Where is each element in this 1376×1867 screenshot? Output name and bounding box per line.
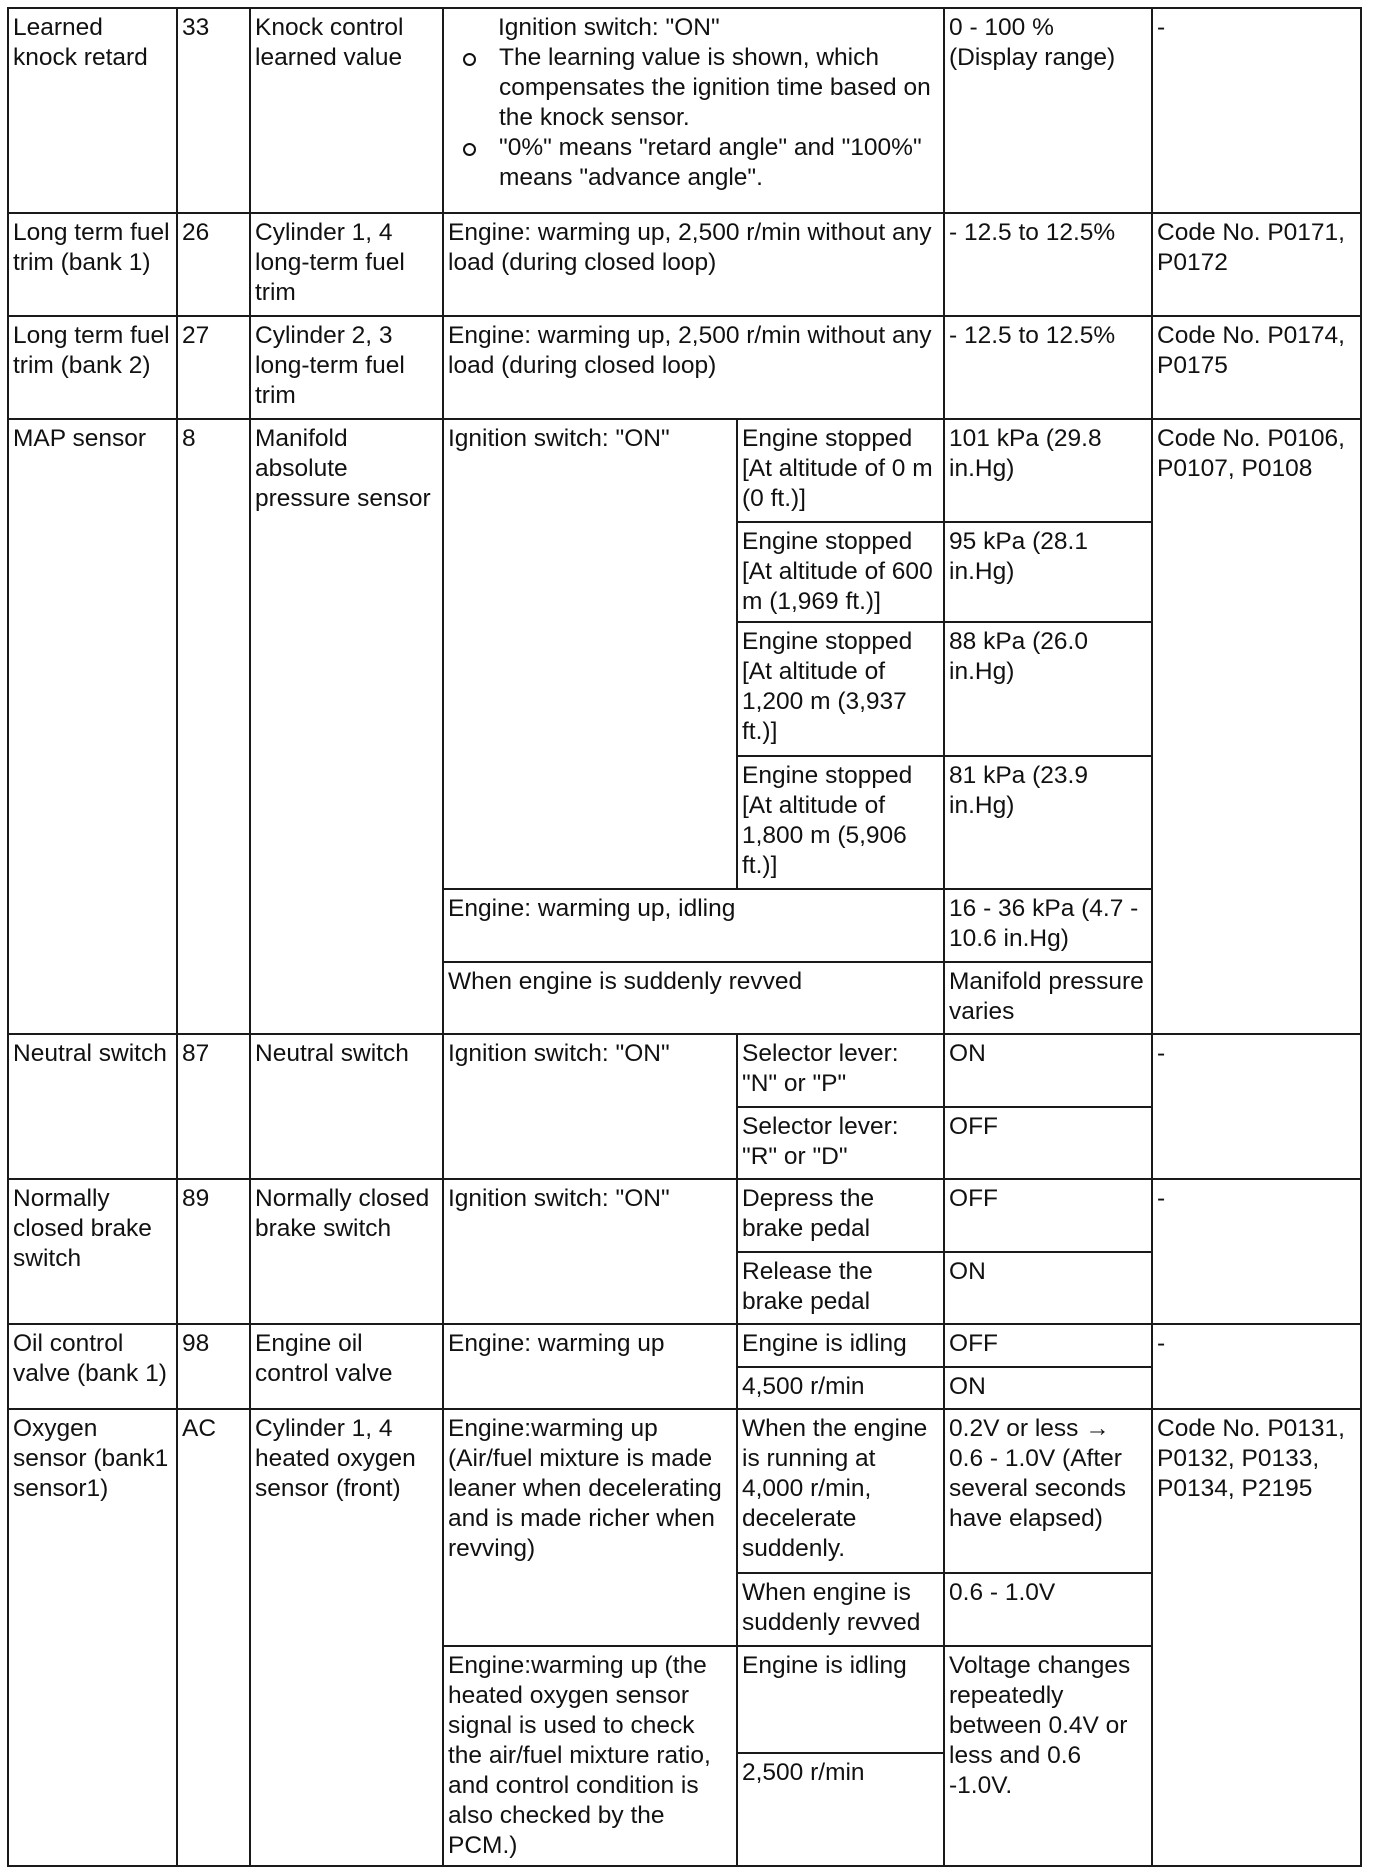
table-row-brake-switch [8,1179,1361,1252]
specification-cell: - 12.5 to 12.5% [944,213,1152,316]
check-condition-cell: Ignition switch: "ON" [443,1179,737,1324]
item-no-cell: 87 [177,1034,250,1179]
check-condition-cell: Engine: warming up, 2,500 r/min without any load (during closed loop) [443,316,944,419]
specification-cell: OFF [944,1107,1152,1179]
condition-bullet-list [448,43,939,193]
specification-cell: - 12.5 to 12.5% [944,316,1152,419]
item-cell: Oil control valve (bank 1) [8,1324,177,1409]
table-row-map-sensor [8,419,1361,522]
item-cell: Learned knock retard [8,8,177,213]
item-no-cell: 8 [177,419,250,1034]
sub-condition-cell: Engine stopped [At altitude of 1,200 m (3,937 ft.)] [737,622,944,756]
item-name-cell: Cylinder 2, 3 long-term fuel trim [250,316,443,419]
sub-condition-cell: Engine stopped [At altitude of 1,800 m (5,906 ft.)] [737,756,944,889]
item-name-cell: Knock control learned value [250,8,443,213]
check-condition-cell: Engine:warming up (Air/fuel mixture is made leaner when decelerating and is made richer when revving) [443,1409,737,1646]
item-name-cell: Neutral switch [250,1034,443,1179]
sub-condition-cell: Engine is idling [737,1324,944,1367]
check-condition-cell: Engine: warming up, 2,500 r/min without any load (during closed loop) [443,213,944,316]
item-cell: MAP sensor [8,419,177,1034]
item-no-cell: 89 [177,1179,250,1324]
item-cell: Normally closed brake switch [8,1179,177,1324]
table-row-ltft-bank1 [8,213,1361,316]
sub-condition-cell: When engine is suddenly revved [737,1573,944,1646]
sub-condition-cell: Release the brake pedal [737,1252,944,1324]
sub-condition-cell: 2,500 r/min [737,1753,944,1866]
specification-cell: 0 - 100 % (Display range) [944,8,1152,213]
specification-cell: ON [944,1367,1152,1409]
item-name-cell: Cylinder 1, 4 heated oxygen sensor (front) [250,1409,443,1866]
specification-cell: OFF [944,1179,1152,1252]
sub-condition-cell: Selector lever: "N" or "P" [737,1034,944,1107]
reference-cell: - [1152,8,1361,213]
specification-cell: 95 kPa (28.1 in.Hg) [944,522,1152,622]
check-condition-cell: When engine is suddenly revved [443,962,944,1034]
reference-cell: Code No. P0174, P0175 [1152,316,1361,419]
check-condition-cell: Engine:warming up (the heated oxygen sensor signal is used to check the air/fuel mixture ratio, and control condition is also checked by the PCM.) [443,1646,737,1866]
check-condition-cell: Ignition switch: "ON" [443,419,737,889]
sub-condition-cell: Engine stopped [At altitude of 600 m (1,969 ft.)] [737,522,944,622]
specification-cell: 16 - 36 kPa (4.7 - 10.6 in.Hg) [944,889,1152,962]
check-condition-cell: Engine: warming up, idling [443,889,944,962]
condition-heading: Ignition switch: "ON" [498,14,720,41]
specification-cell: ON [944,1034,1152,1107]
sub-condition-cell: 4,500 r/min [737,1367,944,1409]
specification-cell: Manifold pressure varies [944,962,1152,1034]
specification-cell: Voltage changes repeatedly between 0.4V or less and 0.6 -1.0V. [944,1646,1152,1866]
service-data-table [7,7,1362,1867]
sub-condition-cell: Engine is idling [737,1646,944,1753]
sub-condition-cell: Depress the brake pedal [737,1179,944,1252]
item-name-cell: Engine oil control valve [250,1324,443,1409]
item-no-cell: AC [177,1409,250,1866]
item-cell: Neutral switch [8,1034,177,1179]
item-name-cell: Manifold absolute pressure sensor [250,419,443,1034]
reference-cell: - [1152,1179,1361,1324]
specification-cell: 81 kPa (23.9 in.Hg) [944,756,1152,889]
specification-cell: 88 kPa (26.0 in.Hg) [944,622,1152,756]
item-no-cell: 33 [177,8,250,213]
item-name-cell: Normally closed brake switch [250,1179,443,1324]
bullet-item: "0%" means "retard angle" and "100%" means "advance angle". [448,133,939,193]
reference-cell: Code No. P0171, P0172 [1152,213,1361,316]
check-condition-cell [443,8,944,213]
item-no-cell: 27 [177,316,250,419]
specification-cell: ON [944,1252,1152,1324]
table-row-oxygen-sensor [8,1409,1361,1573]
sub-condition-cell: Selector lever: "R" or "D" [737,1107,944,1179]
table-row-neutral-switch [8,1034,1361,1107]
check-condition-cell: Ignition switch: "ON" [443,1034,737,1179]
item-cell: Long term fuel trim (bank 2) [8,316,177,419]
specification-cell: 101 kPa (29.8 in.Hg) [944,419,1152,522]
item-name-cell: Cylinder 1, 4 long-term fuel trim [250,213,443,316]
reference-cell: - [1152,1034,1361,1179]
sub-condition-cell: When the engine is running at 4,000 r/min, decelerate suddenly. [737,1409,944,1573]
item-cell: Oxygen sensor (bank1 sensor1) [8,1409,177,1866]
reference-cell: Code No. P0131, P0132, P0133, P0134, P2195 [1152,1409,1361,1866]
item-cell: Long term fuel trim (bank 1) [8,213,177,316]
item-no-cell: 26 [177,213,250,316]
reference-cell: Code No. P0106, P0107, P0108 [1152,419,1361,1034]
item-no-cell: 98 [177,1324,250,1409]
reference-cell: - [1152,1324,1361,1409]
table-row-oil-control-valve [8,1324,1361,1367]
specification-cell: 0.6 - 1.0V [944,1573,1152,1646]
bullet-item: The learning value is shown, which compensates the ignition time based on the knock sensor. [448,43,939,133]
specification-cell: OFF [944,1324,1152,1367]
table-row-learned-knock-retard [8,8,1361,213]
check-condition-cell: Engine: warming up [443,1324,737,1409]
specification-cell: 0.2V or less → 0.6 - 1.0V (After several seconds have elapsed) [944,1409,1152,1573]
table-row-ltft-bank2 [8,316,1361,419]
sub-condition-cell: Engine stopped [At altitude of 0 m (0 ft.)] [737,419,944,522]
